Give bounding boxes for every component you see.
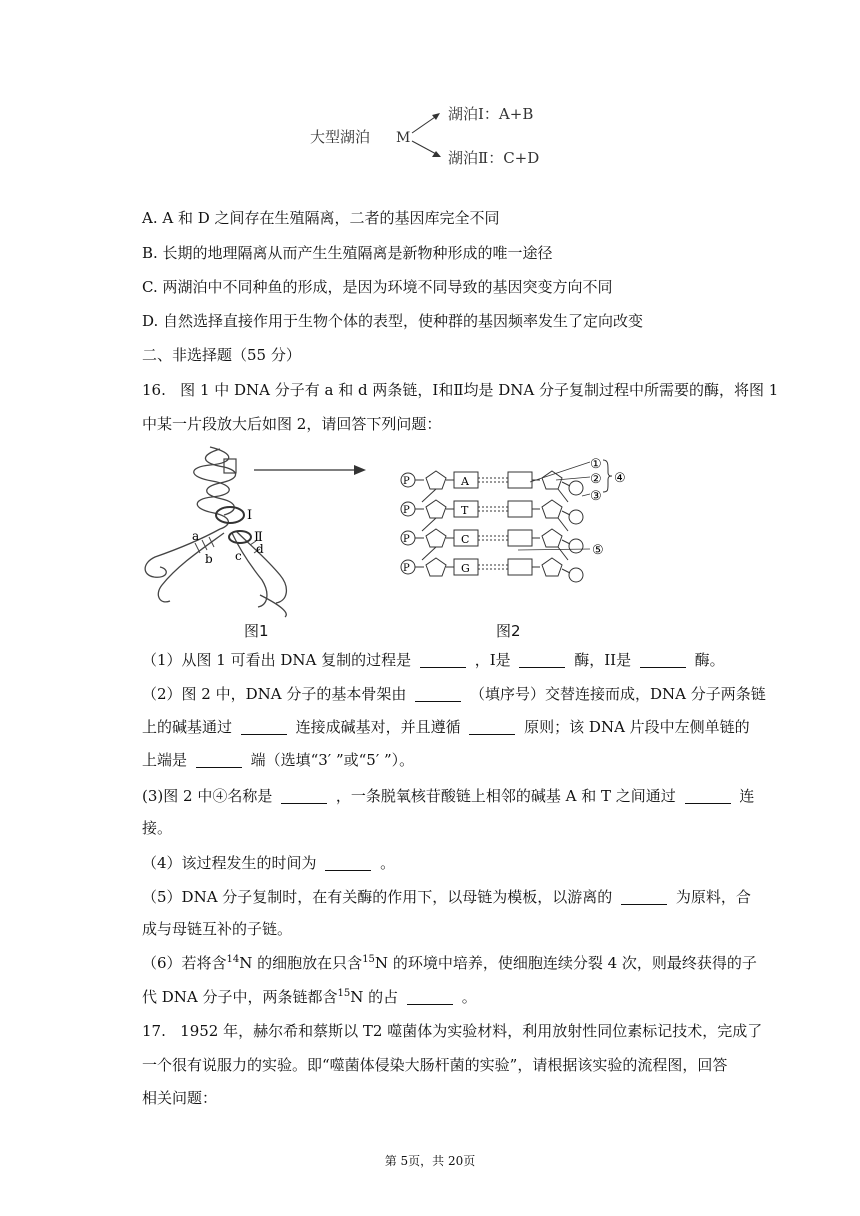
lake1-label: 湖泊Ⅰ：A+B xyxy=(448,105,534,123)
section-title: 二、非选择题（55 分） xyxy=(142,346,301,364)
phosphate-link-right xyxy=(562,511,570,515)
phosphate-link-right xyxy=(562,482,570,486)
complement-base-box xyxy=(508,472,532,488)
answer-blank[interactable] xyxy=(241,719,287,735)
sugar-pentagon xyxy=(426,529,446,547)
q16-part3-text2: ，一条脱氧核苷酸链上相邻的碱基 A 和 T 之间通过 xyxy=(335,787,676,805)
option-c: C. 两湖泊中不同种鱼的形成，是因为环境不同导致的基因突变方向不同 xyxy=(142,278,613,296)
page-footer: 第 5页，共 20页 xyxy=(384,1154,476,1168)
phosphate-circle-right xyxy=(569,568,583,582)
answer-blank[interactable] xyxy=(621,889,667,905)
q16-part2-text7: 端（选填“3′ ”或“5′ ”）。 xyxy=(250,751,415,769)
q16-part3-line2: 接。 xyxy=(142,819,173,837)
bottom-loop xyxy=(260,595,286,617)
q16-part6-text5: N 的占 xyxy=(350,988,399,1006)
answer-blank[interactable] xyxy=(469,719,515,735)
q16-part6-text4: 代 DNA 分子中，两条链都含 xyxy=(142,988,338,1006)
mark-4: ④ xyxy=(614,471,626,486)
answer-blank[interactable] xyxy=(420,652,466,668)
q16-part2-line3 xyxy=(142,750,414,770)
q16-part6-text2: N 的细胞放在只含 xyxy=(239,954,363,972)
fig1-label-II: Ⅱ xyxy=(254,530,263,545)
answer-blank[interactable] xyxy=(196,752,242,768)
mark-5: ⑤ xyxy=(592,543,604,558)
complement-base-box xyxy=(508,530,532,546)
phosphate-label: P xyxy=(403,534,410,545)
q16-part1-text3: 酶，II是 xyxy=(574,651,632,669)
q16-part5-line2: 成与母链互补的子链。 xyxy=(142,920,293,938)
base-label: A xyxy=(461,475,469,488)
answer-blank[interactable] xyxy=(281,788,327,804)
q16-stem-line1 xyxy=(142,380,778,400)
option-d: D. 自然选择直接作用于生物个体的表型，使种群的基因频率发生了定向改变 xyxy=(142,312,644,330)
q16-part6-line2 xyxy=(142,987,477,1007)
q16-part5-text1: （5）DNA 分子复制时，在有关酶的作用下，以母链为模板，以游离的 xyxy=(142,888,613,906)
sugar-pentagon xyxy=(426,471,446,489)
backbone-link-right xyxy=(558,489,568,502)
base-label: G xyxy=(461,562,470,575)
q17-line2: 一个很有说服力的实验。即“噬菌体侵染大肠杆菌的实验”，请根据该实验的流程图，回答 xyxy=(142,1056,728,1074)
q16-part2-line2 xyxy=(142,717,750,737)
q16-part6-text1: （6）若将含 xyxy=(142,954,227,972)
enzyme-II-shape xyxy=(229,531,251,543)
q16-part4 xyxy=(142,853,395,873)
answer-blank[interactable] xyxy=(519,652,565,668)
phosphate-link-right xyxy=(562,569,570,573)
q17-number: 17. xyxy=(142,1022,166,1040)
brace xyxy=(603,460,612,492)
q16-part2-text6: 上端是 xyxy=(142,751,188,769)
fig1-label-d: d xyxy=(256,542,264,556)
complement-base-box xyxy=(508,501,532,517)
q16-part3-line1 xyxy=(142,786,754,806)
answer-blank[interactable] xyxy=(685,788,731,804)
lake2-label: 湖泊Ⅱ：C+D xyxy=(448,149,540,167)
answer-blank[interactable] xyxy=(407,989,453,1005)
lake-diagram xyxy=(300,95,570,175)
q16-part2-text5: 原则；该 DNA 片段中左侧单链的 xyxy=(524,718,750,736)
backbone-link xyxy=(422,518,436,531)
superscript-15: 15 xyxy=(362,954,375,965)
q16-part3-text1: (3)图 2 中④名称是 xyxy=(142,787,273,805)
q16-part2-text4: 连接成碱基对，并且遵循 xyxy=(295,718,461,736)
phosphate-label: P xyxy=(403,563,410,574)
arrow-down-head xyxy=(432,151,441,157)
fig1-label-a: a xyxy=(192,529,200,543)
answer-blank[interactable] xyxy=(640,652,686,668)
lake-source-label: 大型湖泊 xyxy=(310,128,371,146)
answer-blank[interactable] xyxy=(415,686,461,702)
q16-part1 xyxy=(142,650,725,670)
q16-part1-text2: ，I是 xyxy=(474,651,511,669)
arrow-up-head xyxy=(432,113,440,120)
fig2-caption: 图2 xyxy=(496,622,521,640)
base-label: C xyxy=(461,533,470,546)
q17-line1 xyxy=(142,1021,762,1041)
backbone-link-right xyxy=(558,518,568,531)
phosphate-link-right xyxy=(562,540,570,544)
leader-1 xyxy=(530,462,590,482)
answer-blank[interactable] xyxy=(325,855,371,871)
q17-line3: 相关问题： xyxy=(142,1089,218,1107)
superscript-14: 14 xyxy=(226,954,240,965)
fig1-caption: 图1 xyxy=(244,622,269,640)
base-label: T xyxy=(461,504,469,517)
figure-2-dna-segment xyxy=(398,450,638,600)
q16-part3-text3: 连 xyxy=(739,787,755,805)
q16-stem-text1: 图 1 中 DNA 分子有 a 和 d 两条链，Ⅰ和Ⅱ均是 DNA 分子复制过程中所需要的酶，将图 1 xyxy=(180,381,779,399)
q16-part5-line1 xyxy=(142,887,751,907)
q16-part6-line1 xyxy=(142,953,757,973)
mark-1: ① xyxy=(590,457,602,472)
sugar-pentagon-right xyxy=(542,500,562,518)
q16-part5-text2: 为原料，合 xyxy=(675,888,751,906)
arrow-down-line xyxy=(412,141,438,155)
phosphate-circle-right xyxy=(569,510,583,524)
leader-3 xyxy=(582,494,590,496)
mark-3: ③ xyxy=(590,489,602,504)
q16-part2-text2: （填序号）交替连接而成，DNA 分子两条链 xyxy=(469,685,766,703)
q16-part2-line1 xyxy=(142,684,766,704)
leader-5 xyxy=(518,549,590,550)
sugar-pentagon-right xyxy=(542,529,562,547)
q17-text1: 1952 年，赫尔希和蔡斯以 T2 噬菌体为实验材料，利用放射性同位素标记技术，完成了 xyxy=(180,1022,763,1040)
phosphate-label: P xyxy=(403,505,410,516)
lake-m-label: M xyxy=(396,130,411,146)
backbone-link xyxy=(422,547,436,560)
fig1-label-c: c xyxy=(235,549,242,563)
option-a: A. A 和 D 之间存在生殖隔离，二者的基因库完全不同 xyxy=(142,209,500,227)
superscript-15: 15 xyxy=(337,988,351,999)
q16-number: 16. xyxy=(142,381,166,399)
complement-base-box xyxy=(508,559,532,575)
q16-part4-text2: 。 xyxy=(380,854,396,872)
q16-part6-text3: N 的环境中培养，使细胞连续分裂 4 次，则最终获得的子 xyxy=(374,954,757,972)
fig1-label-b: b xyxy=(205,552,213,566)
sugar-pentagon xyxy=(426,500,446,518)
phosphate-circle-right xyxy=(569,481,583,495)
sugar-pentagon-right xyxy=(542,558,562,576)
mark-2: ② xyxy=(590,472,602,487)
q16-part1-text1: （1）从图 1 可看出 DNA 复制的过程是 xyxy=(142,651,412,669)
phosphate-circle-right xyxy=(569,539,583,553)
backbone-link xyxy=(422,489,436,502)
arrow-up-line xyxy=(412,115,438,133)
q16-part2-text1: （2）图 2 中，DNA 分子的基本骨架由 xyxy=(142,685,407,703)
q16-part4-text1: （4）该过程发生的时间为 xyxy=(142,854,317,872)
sugar-pentagon xyxy=(426,558,446,576)
q16-part1-text4: 酶。 xyxy=(694,651,725,669)
q16-part2-text3: 上的碱基通过 xyxy=(142,718,233,736)
option-b: B. 长期的地理隔离从而产生生殖隔离是新物种形成的唯一途径 xyxy=(142,244,553,262)
phosphate-label: P xyxy=(403,476,410,487)
figure-arrow xyxy=(250,460,370,480)
fig1-label-I: Ⅰ xyxy=(247,508,253,523)
q16-part6-text6: 。 xyxy=(461,988,477,1006)
q16-stem-line2: 中某一片段放大后如图 2，请回答下列问题： xyxy=(142,415,442,433)
